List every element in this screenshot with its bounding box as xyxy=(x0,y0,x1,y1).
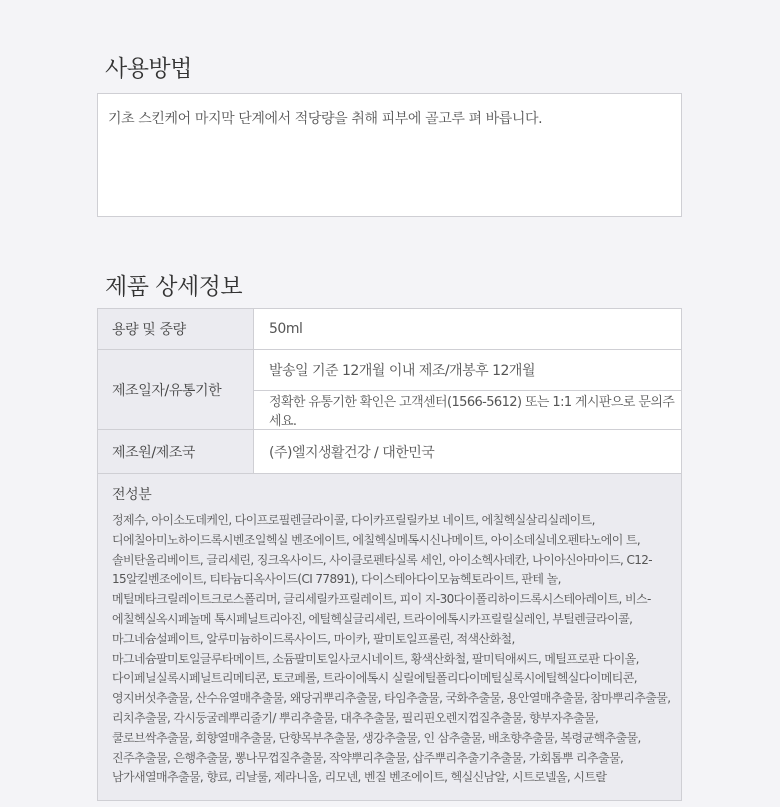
ingredients-label: 전성분 xyxy=(112,487,152,503)
usage-box xyxy=(97,93,682,217)
product-details-table xyxy=(97,308,682,801)
table-row xyxy=(98,350,682,391)
ingredients-cell xyxy=(98,474,682,801)
table-row xyxy=(98,309,682,350)
expiry-label: 제조일자/유통기한 xyxy=(98,350,254,430)
volume-value: 50ml xyxy=(254,309,682,350)
volume-label: 용량 및 중량 xyxy=(98,309,254,350)
details-section-title: 제품 상세정보 xyxy=(105,274,243,300)
expiry-value: 발송일 기준 12개월 이내 제조/개봉후 12개월 xyxy=(254,350,682,391)
expiry-note: 정확한 유통기한 확인은 고객센터(1566-5612) 또는 1:1 게시판으로 문의주세요. xyxy=(254,391,682,430)
maker-label: 제조원/제조국 xyxy=(98,430,254,474)
maker-value: (주)엘지생활건강 / 대한민국 xyxy=(254,430,682,474)
table-row xyxy=(98,430,682,474)
ingredients-text: 정제수, 아이소도데케인, 다이프로필렌글라이콜, 다이카프릴릴카보 네이트, 에칠헥실살리실레이트, 디에칠아미노하이드록시벤조일헥실 벤조에이트, 에칠헥실메톡시신나메이트, 아이소데실네오펜타노에이 트, 솔비탄올리베이트, 글리세린, 징크옥사이드, 사이클로펜타실록 세인, 아이소헥사데칸, 나이아신아마이드, C12-15알킬벤조에이트, 티타늄디옥사이드(CI 77891), 다이스테아다이모늄헥토라이트, 판테 놀, 메틸메타크릴레이트크로스폴리머, 글리세릴카프릴레이트, 피이 지-30다이폴리하이드록시스테아레이트, 비스-에칠헥실옥시페놀메 톡시페닐트리아진, 에틸헥실글리세린, 트라이에톡시카프릴릴실레인, 부틸렌글라이콜, 마그네슘설페이트, 알루미늄하이드록사이드, 마이카, 팔미토일프롤린, 적색산화철, 마그네슘팔미토일글루타메이트, 소듐팔미토일사코시네이트, 황색산화철, 팔미틱애씨드, 메틸프로판 다이올, 다이페닐실록시페닐트리메티콘, 토코페롤, 트라이에톡시 실릴에틸폴리다이메틸실록시에틸헥실다이메티콘, 영지버섯추출물, 산수유열매추출물, 왜당귀뿌리추출물, 타임추출물, 국화추출물, 용안열매추출물, 참마뿌리추출물, 리치추출물, 각시둥굴레뿌리줄기/ 뿌리추출물, 대추추출물, 필리핀오렌지껍질추출물, 향부자추출물, 쿨로브싹추출물, 회향열매추출물, 단향목부추출물, 생강추출물, 인 삼추출물, 배초향추출물, 복령균핵추출물, 진주추출물, 은행추출물, 뽕나무껍질추출물, 작약뿌리추출물, 삽주뿌리추출기추출물, 가회톱뿌 리추출물, 남가새열매추출물, 향료, 리날룰, 제라니올, 리모넨, 벤질 벤조에이트, 헥실신남알, 시트로넬올, 시트랄 xyxy=(112,513,671,785)
usage-text: 기초 스킨케어 마지막 단계에서 적당량을 취해 피부에 골고루 펴 바릅니다. xyxy=(108,111,543,127)
table-row xyxy=(98,474,682,801)
usage-section-title: 사용방법 xyxy=(105,56,192,82)
